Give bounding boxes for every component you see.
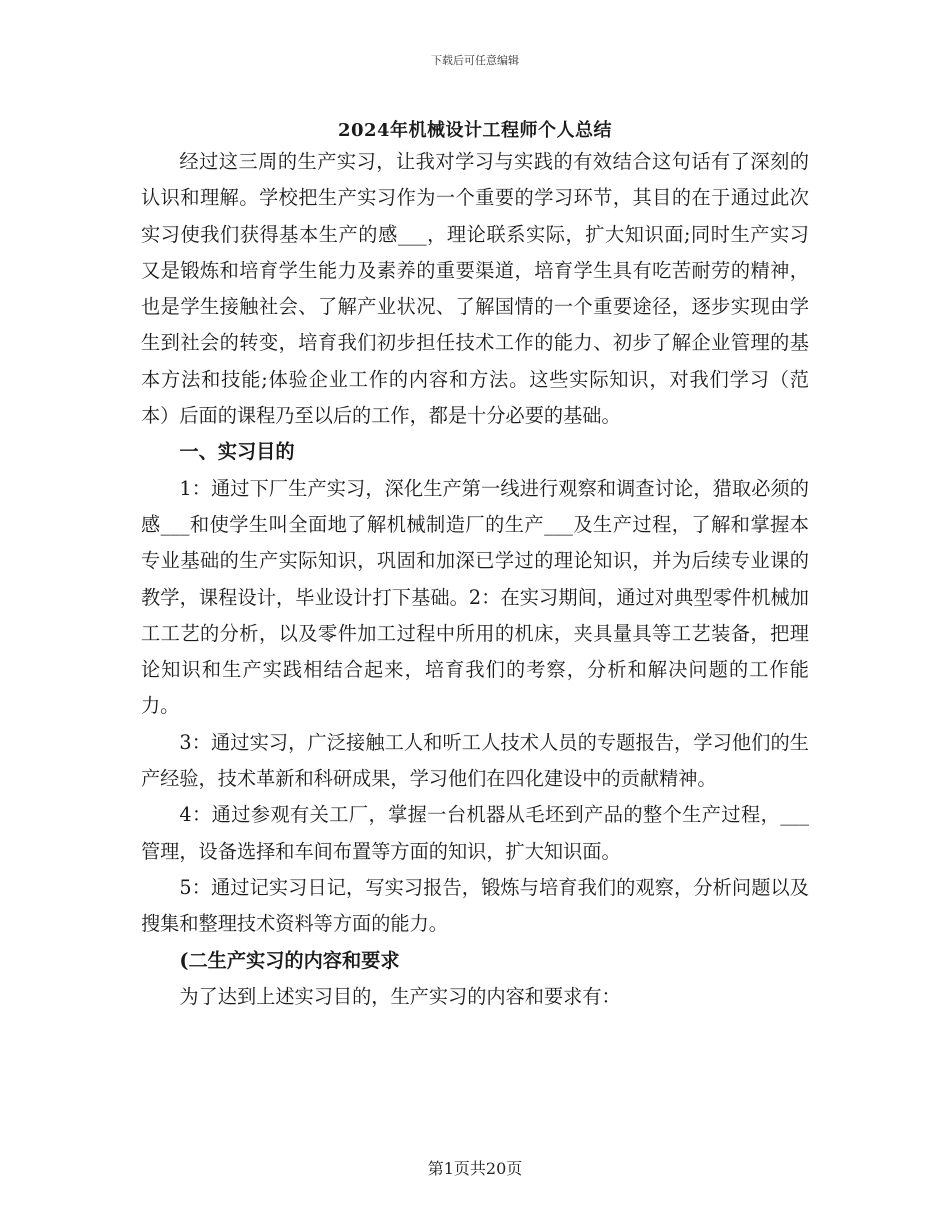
section-heading-content: (二生产实习的内容和要求 [179, 948, 400, 972]
document-body [141, 144, 809, 1015]
purpose-item-5: 5：通过记实习日记，写实习报告，锻炼与培育我们的观察，分析问题以及搜集和整理技术资料等方面的能力。 [141, 875, 809, 936]
section-heading-purpose: 一、实习目的 [179, 440, 295, 464]
content-intro-paragraph: 为了达到上述实习目的，生产实习的内容和要求有： [179, 984, 621, 1008]
intro-paragraph: 经过这三周的生产实习，让我对学习与实践的有效结合这句话有了深刻的认识和理解。学校把生产实习作为一个重要的学习环节，其目的在于通过此次实习使我们获得基本生产的感___，理论联系实际，扩大知识面;同时生产实习又是锻炼和培育学生能力及素养的重要渠道，培育学生具有吃苦耐劳的精神，也是学生接触社会、了解产业状况、了解国情的一个重要途径，逐步实现由学生到社会的转变，培育我们初步担任技术工作的能力、初步了解企业管理的基本方法和技能;体验企业工作的内容和方法。这些实际知识，对我们学习（范本）后面的课程乃至以后的工作，都是十分必要的基础。 [141, 150, 809, 428]
purpose-item-1-2: 1：通过下厂生产实习，深化生产第一线进行观察和调查讨论，猎取必须的感___和使学生叫全面地了解机械制造厂的生产___及生产过程，了解和掌握本专业基础的生产实际知识，巩固和加深已学过的理论知识，并为后续专业课的教学，课程设计，毕业设计打下基础。2：在实习期间，通过对典型零件机械加工工艺的分析，以及零件加工过程中所用的机床，夹具量具等工艺装备，把理论知识和生产实践相结合起来，培育我们的考察，分析和解决问题的工作能力。 [141, 476, 809, 718]
purpose-item-3: 3：通过实习，广泛接触工人和听工人技术人员的专题报告，学习他们的生产经验，技术革新和科研成果，学习他们在四化建设中的贡献精神。 [141, 730, 809, 791]
header-note: 下载后可任意编辑 [431, 54, 519, 67]
purpose-item-4: 4：通过参观有关工厂，掌握一台机器从毛坯到产品的整个生产过程，___管理，设备选择和车间布置等方面的知识，扩大知识面。 [141, 803, 809, 863]
page-footer: 第1页共20页 [427, 1159, 523, 1178]
document-title: 2024年机械设计工程师个人总结 [337, 120, 613, 141]
